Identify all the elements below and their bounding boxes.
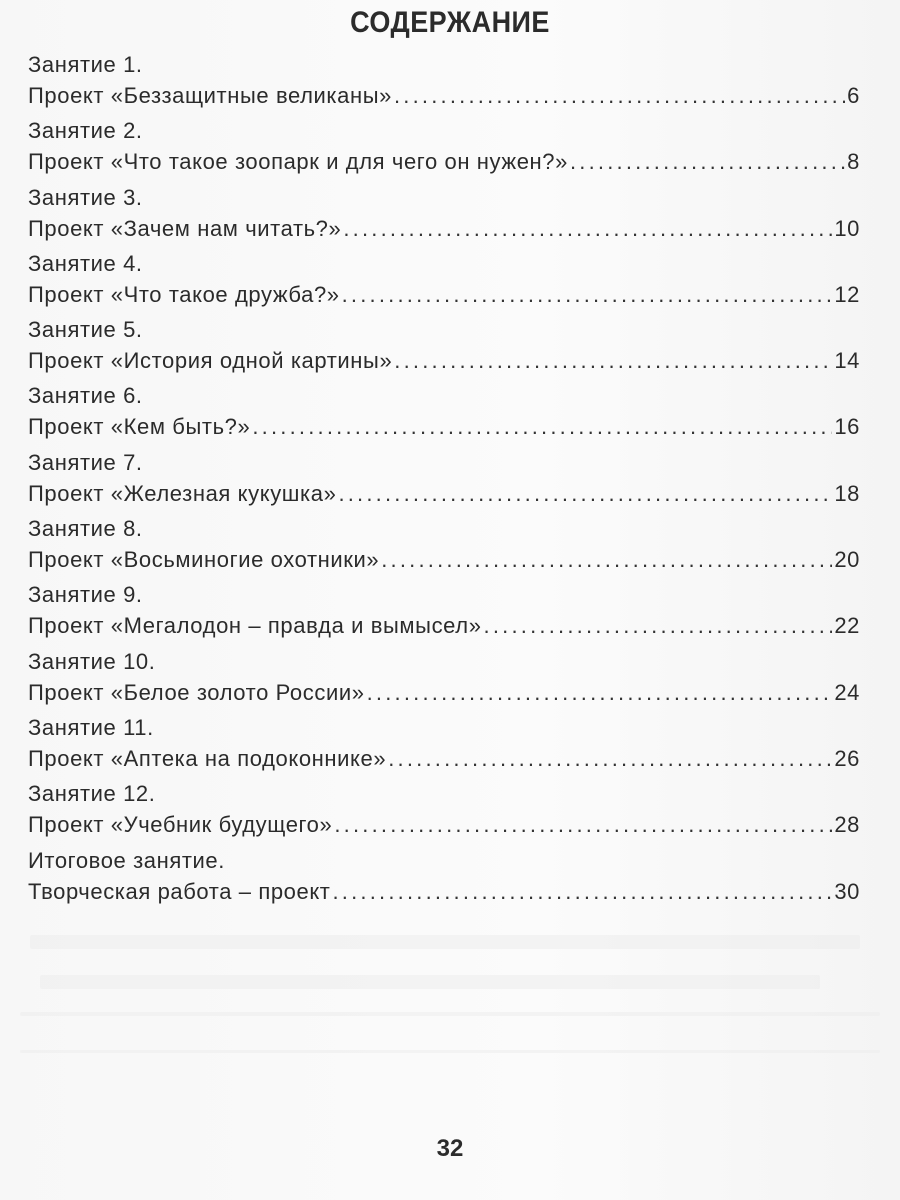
lesson-label: Занятие 11. — [28, 714, 154, 740]
toc-entry — [28, 183, 860, 249]
toc-link[interactable] — [28, 610, 860, 642]
toc-link[interactable] — [28, 279, 860, 311]
lesson-label: Занятие 2. — [28, 118, 143, 144]
lesson-label: Занятие 12. — [28, 781, 156, 807]
lesson-label: Занятие 9. — [28, 582, 143, 608]
dot-leader — [332, 876, 832, 908]
toc-entry — [28, 514, 860, 580]
toc-link[interactable] — [28, 677, 860, 709]
bleed-through-line — [30, 935, 860, 949]
page-number: 6 — [847, 83, 860, 108]
project-title: Проект «Учебник будущего» — [28, 812, 333, 838]
project-title: Проект «Беззащитные великаны» — [28, 83, 392, 108]
toc-link[interactable] — [28, 146, 860, 178]
toc-link[interactable] — [28, 478, 860, 510]
toc-entry — [28, 249, 860, 315]
dot-leader — [342, 279, 833, 311]
toc-entry — [28, 779, 860, 845]
lesson-label: Занятие 8. — [28, 516, 143, 542]
project-title: Проект «История одной картины» — [28, 348, 393, 374]
dot-leader — [334, 809, 832, 841]
lesson-label: Занятие 3. — [28, 184, 143, 210]
bleed-through-line — [40, 975, 820, 989]
dot-leader — [388, 743, 832, 775]
page-title: СОДЕРЖАНИЕ — [350, 6, 550, 39]
page-number: 18 — [834, 480, 860, 506]
toc-link[interactable] — [28, 80, 860, 112]
project-title: Проект «Мегалодон – правда и вымысел» — [28, 613, 482, 639]
toc-link[interactable] — [28, 544, 860, 576]
page-number: 20 — [834, 547, 860, 573]
page-number: 28 — [834, 812, 860, 838]
page-number-footer: 32 — [436, 1135, 464, 1162]
toc-entry — [28, 846, 860, 912]
table-of-contents — [28, 50, 860, 912]
lesson-label: Занятие 4. — [28, 250, 143, 276]
toc-link[interactable] — [28, 345, 860, 377]
dot-leader — [367, 677, 833, 709]
page-number: 22 — [834, 613, 860, 639]
project-title: Проект «Кем быть?» — [28, 414, 251, 440]
project-title: Творческая работа – проект — [28, 878, 331, 904]
project-title: Проект «Восьминогие охотники» — [28, 547, 380, 573]
toc-entry — [28, 116, 860, 182]
dot-leader — [381, 544, 832, 576]
page-number: 30 — [834, 878, 860, 904]
dot-leader — [394, 345, 832, 377]
toc-entry — [28, 647, 860, 713]
toc-entry — [28, 448, 860, 514]
page-number: 24 — [834, 679, 860, 705]
toc-entry — [28, 50, 860, 116]
project-title: Проект «Белое золото России» — [28, 679, 365, 705]
page-number: 10 — [834, 215, 860, 241]
dot-leader — [394, 80, 845, 112]
toc-entry — [28, 381, 860, 447]
project-title: Проект «Что такое дружба?» — [28, 281, 340, 307]
lesson-label: Занятие 10. — [28, 648, 156, 674]
page-number: 16 — [834, 414, 860, 440]
page-number: 8 — [847, 149, 860, 175]
project-title: Проект «Зачем нам читать?» — [28, 215, 342, 241]
lesson-label: Занятие 1. — [28, 52, 143, 77]
lesson-label: Занятие 6. — [28, 383, 143, 409]
toc-entry — [28, 580, 860, 646]
project-title: Проект «Аптека на подоконнике» — [28, 745, 387, 771]
dot-leader — [343, 213, 832, 245]
dot-leader — [252, 411, 832, 443]
bleed-through-line — [20, 1050, 880, 1053]
toc-link[interactable] — [28, 411, 860, 443]
toc-link[interactable] — [28, 876, 860, 908]
toc-entry — [28, 713, 860, 779]
toc-link[interactable] — [28, 809, 860, 841]
lesson-label: Итоговое занятие. — [28, 847, 225, 873]
dot-leader — [338, 478, 832, 510]
page-number: 26 — [834, 745, 860, 771]
project-title: Проект «Что такое зоопарк и для чего он нужен?» — [28, 149, 568, 175]
page-number: 12 — [834, 281, 860, 307]
dot-leader — [570, 146, 845, 178]
toc-entry — [28, 315, 860, 381]
project-title: Проект «Железная кукушка» — [28, 480, 337, 506]
lesson-label: Занятие 5. — [28, 317, 143, 343]
dot-leader — [484, 610, 833, 642]
lesson-label: Занятие 7. — [28, 449, 143, 475]
toc-link[interactable] — [28, 743, 860, 775]
bleed-through-line — [20, 1012, 880, 1016]
toc-link[interactable] — [28, 213, 860, 245]
page-number: 14 — [834, 348, 860, 374]
